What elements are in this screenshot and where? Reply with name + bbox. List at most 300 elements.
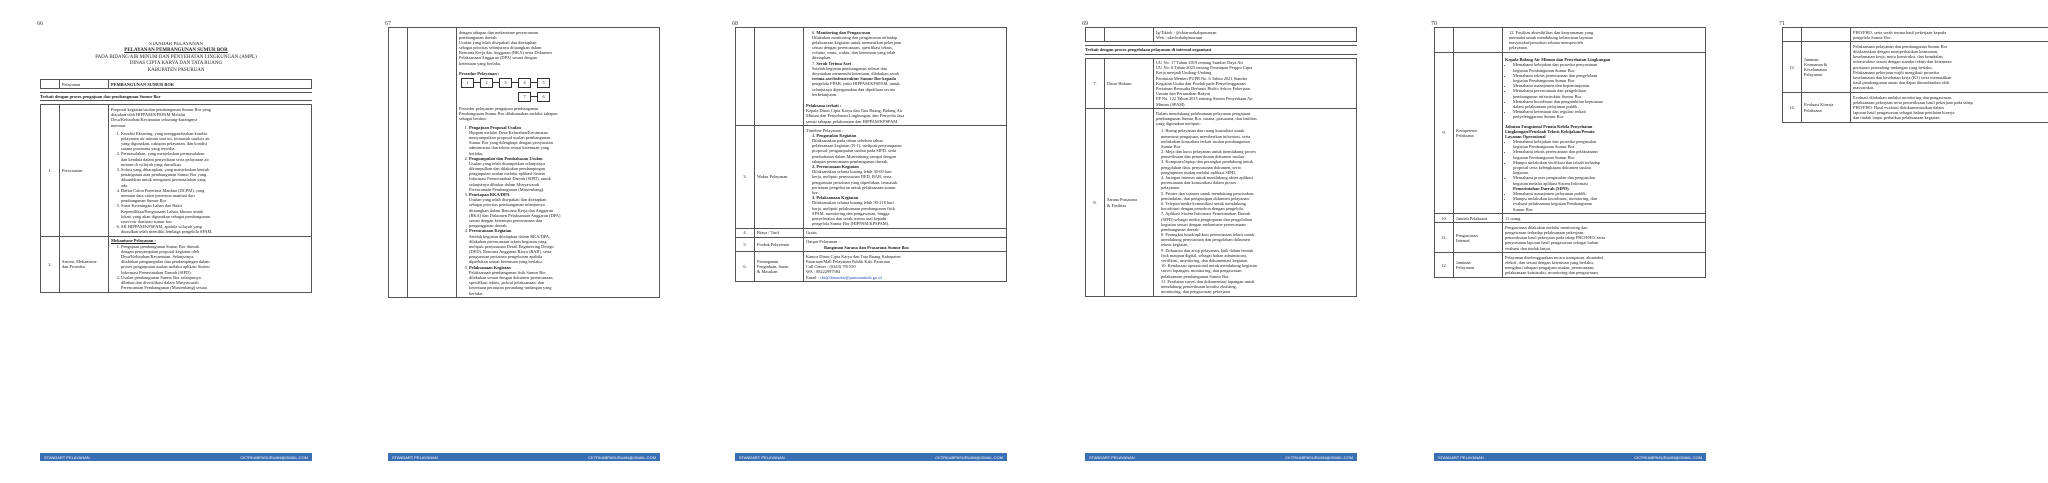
text-line: Jabatan Fungsional Penata Kelola Penyehatan bbox=[1505, 123, 1593, 129]
text-line: sesuai tahapan pelaksanaan dan HIPPAM/KPSPAM. bbox=[806, 118, 899, 124]
text-line: masyarakat/pemohon selama memperoleh bbox=[1509, 39, 1583, 45]
flow-step: 5 bbox=[537, 78, 550, 88]
table-cell bbox=[389, 28, 408, 298]
text-line: verifikasi, monitoring, dan dokumentasi kegiatan. bbox=[1161, 258, 1249, 264]
text-line: 7. bbox=[812, 60, 816, 66]
text-line: • Mampu melakukan verifikasi dan telaah terhadap bbox=[1513, 159, 1600, 165]
text-line: 6. Telepon/media komunikasi untuk mendukung bbox=[1161, 200, 1246, 206]
text-line: kegiatan Pembangunan Sumur Bor. bbox=[1513, 78, 1576, 83]
text-line: penyelesaian dan serah terima aset kepada bbox=[812, 215, 887, 221]
text-line: 1. Pengajuan Proposal Usulan bbox=[469, 124, 521, 130]
text-line: sesuai dengan perencanaan, spesifikasi teknis, bbox=[812, 45, 893, 51]
page-number: 70 bbox=[1431, 21, 1437, 27]
text-line: STANDART PELAYANAN bbox=[44, 454, 90, 460]
text-line: dan Prosedur bbox=[62, 264, 86, 270]
text-line: terima aset/infrastruktur Sumur Bor kepada bbox=[812, 76, 896, 82]
text-line: mendukung pemeriksaan kondisi eksisting, bbox=[1161, 283, 1237, 289]
text-line: Pelayanan bbox=[1804, 72, 1823, 78]
text-line: Jumlah Pelaksana bbox=[1454, 214, 1503, 223]
list-item bbox=[1513, 62, 1703, 72]
text-line: Pembangunan Sumur Bor dilaksanakan melalui tahapan bbox=[459, 111, 558, 117]
text-line: Dilaksanakan pada tahun sebelum tahun bbox=[812, 138, 883, 144]
page-67 bbox=[385, 18, 660, 461]
text-line: 2. Perencanaan Kegiatan bbox=[812, 164, 859, 169]
table-cell bbox=[1802, 28, 1851, 42]
text-line: sebagai prioritas pembangunan selanjutnya bbox=[469, 202, 545, 208]
text-line: masyarakat. bbox=[1853, 85, 1875, 91]
text-line: 6. bbox=[812, 29, 816, 35]
text-line: 8. bbox=[1086, 109, 1105, 297]
table-row bbox=[1435, 214, 1706, 223]
text-line: UU No. 17 Tahun 2019 tentang Sumber Daya Air bbox=[1156, 60, 1244, 66]
text-line: penyelenggaraan Sumur Bor. bbox=[1513, 114, 1565, 120]
table-row bbox=[41, 236, 312, 292]
table-cell bbox=[1503, 214, 1706, 223]
table-row bbox=[736, 228, 1007, 237]
flow-step: 4 bbox=[518, 78, 531, 88]
text-line: 4. bbox=[736, 228, 755, 237]
text-line: 3. bbox=[736, 126, 755, 229]
timeline-cell bbox=[804, 126, 1007, 229]
text-line: mendukung penyusunan dan pengolahan dokumen bbox=[1161, 237, 1251, 243]
text-line: Gratis bbox=[806, 230, 817, 236]
text-line: proposal serta kelengkapan dokumen usulan bbox=[1513, 165, 1591, 170]
text-line: Persyaratan bbox=[60, 105, 109, 237]
text-line: pemindaian, dan pengarsipan dokumen pelayanan. bbox=[1161, 195, 1250, 201]
text-line: Informasi Pemerintahan Daerah (SIPD), untuk bbox=[469, 176, 551, 182]
text-line: teknis kegiatan. bbox=[1161, 242, 1189, 248]
table-row bbox=[1435, 223, 1706, 253]
text-line: diajukan oleh HIPPAM/KPSPAM Melalui bbox=[111, 112, 186, 118]
text-line: CKTRKABPASURUAN@GMAIL.COM bbox=[935, 454, 1003, 460]
text-line: Kepemilikan/Penguasaan Lahan, khusus untuk bbox=[121, 208, 204, 214]
text-line: pembangunan daerah. bbox=[1161, 226, 1200, 232]
text-line: dituangkan dalam Rencana Kerja dan Anggaran bbox=[469, 207, 553, 213]
text-line: dilakukan pengumpulan dan pendampingan dalam bbox=[121, 259, 210, 265]
text-line: 3. Solusi yang diharapkan, yang menjelaskan bentuk bbox=[121, 167, 210, 172]
text-line: CKTRKABPASURUAN@GMAIL.COM bbox=[588, 454, 656, 460]
table-cell bbox=[1503, 253, 1706, 278]
text-line: perencanaan dan komunikasi dalam proses bbox=[1161, 180, 1237, 186]
text-line: dibahas dan diverifikasi dalam Musyawarah bbox=[121, 279, 199, 285]
table-row bbox=[1435, 28, 1706, 53]
text-line: laporan hasil pengawasan sebagai bahan penilaian kinerja bbox=[1853, 110, 1955, 116]
list-item bbox=[121, 275, 309, 291]
text-line: menyampaikan proposal usulan pembangunan bbox=[469, 134, 551, 140]
table-cell bbox=[1503, 28, 1706, 53]
table-cell bbox=[755, 28, 804, 126]
text-line: 7. Aplikasi Sistem Informasi Pemerintahan Daerah bbox=[1161, 211, 1251, 217]
text-line: Ig/Tiktok : @cktarurakabpasuruan bbox=[1156, 29, 1217, 35]
text-line: Monitoring dan Pengawasan bbox=[816, 29, 871, 35]
text-line: Pengawasan dilakukan melalui monitoring dan bbox=[1505, 224, 1588, 230]
text-line: dilakukan perencanaan teknis kegiatan yang bbox=[469, 238, 547, 244]
table-cell bbox=[1454, 253, 1503, 278]
flow-step: 3 bbox=[499, 78, 512, 88]
text-line: evaluasi dan tindak lanjut. bbox=[1505, 245, 1552, 251]
service-standard-table bbox=[735, 27, 1007, 282]
text-line: (RKA) dan Dokumen Pelaksanaan Anggaran (DPA) bbox=[469, 212, 561, 218]
page-footer bbox=[1085, 453, 1357, 461]
text-line: Pelayanan bbox=[1456, 265, 1475, 271]
text-line: SPAM, monitoring dan pengawasan, hingga bbox=[812, 210, 890, 216]
text-line: yang digunakan meliputi: bbox=[1156, 121, 1201, 127]
email-link[interactable]: ckt@dinascktr@pasuruankab.go.id bbox=[819, 274, 882, 280]
flow-step: 1 bbox=[461, 78, 474, 88]
page-66 bbox=[37, 18, 312, 461]
text-line: pengawasan terhadap pelaksanaan pekerjaan, bbox=[1505, 230, 1585, 236]
text-line: sarana prasarana yang tersedia. bbox=[121, 146, 176, 152]
text-line: Kepala Dinas Cipta Karya dan Tata Ruang, Bidang Air bbox=[806, 108, 903, 114]
text-line: tahapan perencanaan pembangunan daerah. bbox=[812, 158, 889, 164]
text-line: Usulan yang telah disepakati dan ditetapkan bbox=[469, 197, 547, 203]
text-line: ditetapkan. bbox=[812, 55, 832, 61]
text-line: Pelaksana bbox=[1804, 107, 1822, 113]
text-line: infrastruktur sesuai dengan standar teknis dan ketentuan bbox=[1853, 59, 1952, 65]
text-line: lokasi yang akan digunakan sebagai pembangunan bbox=[121, 213, 210, 219]
text-line: STANDART PELAYANAN bbox=[392, 454, 438, 460]
list-item bbox=[121, 244, 309, 275]
text-line: 2. Permasalahan, yang menjelaskan permasalahan bbox=[121, 151, 205, 157]
page-footer bbox=[388, 453, 660, 461]
table-cell bbox=[1086, 28, 1105, 42]
text-line: survei lapangan, monitoring, dan pengawasan bbox=[1161, 268, 1242, 274]
list-item bbox=[121, 167, 309, 188]
page-footer bbox=[735, 453, 1007, 461]
text-line: melakukan konsultasi terkait usulan pembangunan bbox=[1161, 138, 1250, 144]
table-row bbox=[1435, 52, 1706, 213]
text-line: kerja, meliputi pelaksanaan pembangunan fisik bbox=[812, 205, 895, 211]
mechanism-list bbox=[111, 244, 309, 291]
text-line: PP No. 122 Tahun 2015 tentang Sistem Penyediaan Air bbox=[1156, 96, 1253, 102]
text-line: 9. Dokumen dan arsip pelayanan, baik dalam bentuk bbox=[1161, 247, 1254, 253]
text-line: Perencanaan Pembangunan (Musrenbang). bbox=[469, 186, 545, 192]
text-line: Kantor Dinas Cipta Karya dan Tata Ruang Kabupaten bbox=[806, 253, 901, 259]
text-line: peraturan perundang-undangan yang berlaku. bbox=[1853, 64, 1933, 70]
flow-step: 7 bbox=[518, 92, 531, 102]
text-line: minum di wilayah yang diusulkan. bbox=[121, 161, 182, 167]
text-line: UU No. 6 Tahun 2023 tentang Penetapan Perppu Cipta bbox=[1156, 65, 1253, 71]
table-cell bbox=[804, 228, 1007, 237]
text-line: • Memahami manajemen dan kepemimpinan. bbox=[1513, 83, 1591, 89]
list-item bbox=[1513, 109, 1703, 119]
page-68 bbox=[732, 18, 1007, 461]
list-item bbox=[1513, 196, 1703, 212]
service-standard-table bbox=[40, 79, 312, 89]
text-line: Minum (SPAM) bbox=[1156, 101, 1185, 107]
text-line: • Memahami manajemen pelayanan publik. bbox=[1513, 190, 1587, 196]
list-item bbox=[1513, 99, 1703, 109]
text-line: 7. bbox=[1086, 58, 1105, 109]
text-line: Pemerintahan Daerah (SIPD). bbox=[1513, 185, 1570, 191]
text-line: berlaku. bbox=[469, 150, 484, 156]
text-line: dinyatakan memenuhi ketentuan, dilakukan serah bbox=[812, 71, 899, 76]
text-line: administrasi dan teknis sesuai ketentuan yang bbox=[469, 145, 550, 151]
text-line: sesuai dengan ketentuan perencanaan dan bbox=[469, 217, 543, 223]
text-line: (DED), Rencana Anggaran Biaya (RAB), serta bbox=[469, 249, 552, 255]
text-line: • Memahami ketentuan dan regulasi terkait bbox=[1513, 109, 1586, 115]
text-line: Dilaksanakan selama kurang lebih 90-210 hari bbox=[812, 200, 894, 206]
text-line: Evaluasi dilakukan melalui monitoring dan pengawasan bbox=[1853, 94, 1952, 100]
requirements-cell bbox=[109, 105, 312, 237]
text-line: yang digunakan, cakupan pelayanan, dan kondisi bbox=[121, 141, 208, 147]
flow-arrow bbox=[511, 82, 518, 83]
text-line: Biaya / Tarif bbox=[755, 228, 804, 237]
text-line: Lingkungan/Penelaah Teknis Kebijakan/Penata bbox=[1505, 128, 1595, 134]
text-line: PADA BIDANG AIR MINUM DAN PENYEHATAN LINGKUNGAN (AMPL) bbox=[95, 54, 257, 60]
text-line: diusulkan telah memiliki lembaga pengelola SPAM. bbox=[121, 229, 213, 235]
text-line: dikumpulkan dan dilakukan pendampingan bbox=[469, 166, 545, 172]
service-standard-table bbox=[1085, 58, 1357, 297]
text-line: • Memahami kebijakan dan prosedur pengusulan bbox=[1513, 139, 1597, 145]
text-line: 14. bbox=[1783, 93, 1802, 123]
text-line: 6. SK HIPPAM/KPSPAM, apabila wilayah yang bbox=[121, 224, 202, 230]
flow-step: 2 bbox=[480, 78, 493, 88]
list-item bbox=[121, 203, 309, 224]
text-line: CKTRKABPASURUAN@GMAIL.COM bbox=[1285, 454, 1353, 460]
text-line: dengan tahapan dan mekanisme perencanaan bbox=[459, 29, 538, 35]
text-line: 9. bbox=[1435, 52, 1454, 213]
table-cell bbox=[1105, 109, 1154, 297]
table-cell bbox=[804, 28, 1007, 126]
text-line: Keselamatan bbox=[1804, 67, 1827, 73]
text-line: Informasi Pemerintahan Daerah (SIPD). bbox=[121, 269, 192, 275]
text-line: Setelah kegiatan ditetapkan dalam RKA/DPA, bbox=[469, 233, 551, 239]
text-line: proses penginputan usulan melalui aplikasi Sistem bbox=[121, 264, 210, 270]
text-line: Internal bbox=[1456, 237, 1470, 243]
text-line: Kompetensi bbox=[1456, 127, 1478, 133]
text-line: selanjutnya dibahas dalam Musyawarah bbox=[469, 181, 540, 187]
text-line: pemeriksaan dan pemeriksaan dokumen usulan. bbox=[1161, 154, 1246, 160]
text-line: Penanganan bbox=[757, 258, 779, 264]
text-line: pelaksanaan konstruksi, monitoring dan pengawasan, bbox=[1505, 270, 1599, 276]
text-line: menerima pengajuan, memberikan informasi, serta bbox=[1161, 133, 1251, 139]
table-cell bbox=[804, 237, 1007, 251]
list-item bbox=[121, 151, 309, 167]
text-line: pembangunan Sumur Bor. bbox=[121, 198, 167, 204]
table-cell bbox=[60, 236, 109, 292]
text-line: Desa/Kelurahan/Kecamatan. Selanjutnya, bbox=[121, 254, 195, 259]
text-line: monitoring, dan pengawasan pekerjaan. bbox=[1161, 289, 1231, 295]
text-line: penganggaran daerah. bbox=[469, 223, 508, 229]
service-standard-table bbox=[1085, 27, 1357, 42]
list-item bbox=[121, 131, 309, 152]
text-line: Hippam melalui Desa/Kelurahan/Kecamatan bbox=[469, 129, 548, 135]
text-line: Kegiatan Usaha dan Produk pada Penyelenggaraan bbox=[1156, 80, 1246, 86]
text-line: Layanan Operasional bbox=[1505, 133, 1546, 139]
text-line: Sumur Bor. bbox=[1513, 206, 1534, 212]
text-line: dilakukan sesuai dengan dokumen perencanaan, bbox=[469, 275, 554, 280]
text-line: Dalam mendukung pelaksanaan pelayanan pengajuan bbox=[1156, 110, 1251, 116]
text-line: WA : 08222997584 bbox=[806, 269, 841, 275]
text-line: 12. bbox=[1435, 253, 1454, 278]
text-line: memadai untuk mendukung kelancaran layanan bbox=[1509, 34, 1593, 40]
section-heading: Terkait dengan proses pengajuan dan pembangunan Sumur Bor bbox=[40, 92, 312, 101]
text-line: 5. Surat Keterangan Lahan dan Bukti bbox=[121, 203, 182, 209]
service-standard-table bbox=[1434, 27, 1706, 278]
text-line: 3. Komputer/laptop dan perangkat pendukung untuk bbox=[1161, 159, 1253, 165]
text-line: Pelaksanaan Anggaran (DPA) sesuai dengan bbox=[459, 55, 537, 61]
text-line: 6. bbox=[736, 252, 755, 282]
text-line: pembangunan Sumur Bor, sarana, prasarana, dan fasilitas bbox=[1156, 115, 1257, 121]
text-line: 11. bbox=[1435, 223, 1454, 253]
text-line: Minum dan Penyehatan Lingkungan, dan Penyedia Jasa bbox=[806, 113, 905, 119]
text-line: Dilakukan monitoring dan pengawasan terhadap bbox=[812, 34, 898, 40]
text-line: pembangunan daerah. bbox=[459, 34, 498, 40]
text-line: 4. Daftar Calon Penerima Manfaat (DCPM), yang bbox=[121, 187, 205, 193]
text-line: selanjutnya dipergunakan dan dipelihara secara bbox=[812, 86, 896, 92]
list-item bbox=[469, 228, 657, 264]
text-line: 11. Peralatan survei dan dokumentasi lapangan untuk bbox=[1161, 278, 1255, 284]
text-line: dilaksanakan dengan memperhatikan keamanan, bbox=[1853, 49, 1939, 55]
list-item bbox=[1513, 139, 1703, 149]
text-line: dengan penyampaian proposal kegiatan oleh bbox=[121, 248, 200, 254]
text-line: pengurusan perizinan yang diperlukan, termasuk bbox=[812, 179, 898, 185]
text-line: PEMBANGUNAN SUMUR BOR bbox=[109, 80, 312, 89]
text-line: 1. bbox=[41, 105, 60, 237]
procedure-steps bbox=[459, 125, 657, 296]
table-row bbox=[736, 28, 1007, 126]
text-line: berkelanjutan. bbox=[812, 91, 837, 97]
table-cell bbox=[1154, 28, 1357, 42]
text-line: kegiatan Pembangunan Sumur Bor. bbox=[1513, 144, 1576, 150]
text-line: koordinasi dengan pemohon dengan pengelola. bbox=[1161, 206, 1244, 212]
text-line: STANDART PELAYANAN bbox=[1438, 454, 1484, 460]
text-line: memuat: bbox=[111, 122, 127, 128]
list-item bbox=[469, 265, 657, 296]
text-line: dalam pelaksanaan pelayanan publik. bbox=[1513, 103, 1579, 109]
table-row bbox=[1435, 253, 1706, 278]
text-line: Call Center : (0343) 781550 bbox=[806, 264, 856, 270]
table-cell bbox=[1851, 42, 2048, 93]
text-line: Timeline Pelayanan : bbox=[806, 127, 844, 133]
text-line: berlaku. bbox=[469, 290, 484, 296]
text-line: Sumur Bor. bbox=[1161, 143, 1182, 149]
text-line: 2. Meja dan kursi pelayanan untuk mendukung proses bbox=[1161, 149, 1256, 155]
text-line: 5. Pelaksanaan Kegiatan bbox=[469, 264, 511, 270]
text-line: STANDART PELAYANAN bbox=[739, 454, 785, 460]
text-line: Waktu Pelayanan bbox=[755, 126, 804, 229]
text-line: penginputan usulan melalui aplikasi Sistem bbox=[469, 171, 546, 177]
text-line: pengurusan perizinan pengeboran apabila bbox=[469, 254, 543, 260]
page-70 bbox=[1431, 18, 1706, 461]
text-line: 2. Usulan pembangunan Sumur Bor selanjutnya bbox=[121, 274, 201, 280]
text-line: & Masukan bbox=[757, 269, 778, 275]
text-line: 8. Perangkat lunak/aplikasi perencanaan teknis untuk bbox=[1161, 232, 1255, 238]
complaint-contact-cell bbox=[804, 252, 1007, 282]
text-line: pemeriksaan hasil pekerjaan pada tahap PHO/FHO, serta bbox=[1505, 235, 1606, 241]
text-line: penyusunan laporan hasil pengawasan sebagai bahan bbox=[1505, 240, 1599, 246]
text-line: Desa/Kelurahan/Kecamatan sekurang-kurangnya bbox=[111, 117, 198, 123]
legal-basis-cell bbox=[1154, 58, 1357, 109]
text-line: sebagai berikut: bbox=[459, 116, 487, 122]
table-cell bbox=[755, 252, 804, 282]
text-line: • Memahami perencanaan dan pengelolaan bbox=[1513, 88, 1586, 94]
text-line: Pelaksana terkait : bbox=[806, 102, 842, 108]
text-line: Pelaksanaan pekerjaan wajib mengikuti prosedur bbox=[1853, 69, 1940, 75]
table-cell bbox=[1105, 28, 1154, 42]
table-cell bbox=[1802, 93, 1851, 123]
text-line: hasil pembangunan aman dan dapat dimanfaatkan oleh bbox=[1853, 80, 1950, 86]
table-row bbox=[736, 126, 1007, 229]
text-line: • Mampu melakukan koordinasi, monitoring, dan bbox=[1513, 196, 1597, 202]
text-line: • Memahami teknis perencanaan dan pelaksanaan bbox=[1513, 149, 1598, 155]
text-line: Mekanisme Pelayanan : bbox=[111, 238, 156, 244]
text-line: proposal, pengumpulan usulan pada SIPD, serta bbox=[812, 148, 897, 154]
text-line: KABUPATEN PASURUAN bbox=[147, 67, 205, 73]
text-line: • Memahami teknis perencanaan dan pengelolaan bbox=[1513, 72, 1598, 78]
text-line: Email : bbox=[806, 274, 820, 280]
text-line: & Fasilitas bbox=[1107, 202, 1127, 208]
page-number: 66 bbox=[37, 21, 43, 27]
list-item bbox=[121, 188, 309, 204]
text-line: Pasuruan/Mall Pelayanan Publik Kab. Pasuruan bbox=[806, 259, 891, 265]
text-line: 2. bbox=[41, 236, 60, 292]
list-item bbox=[1513, 88, 1703, 98]
text-line: Output Pelayanan : bbox=[806, 239, 840, 245]
text-line: Sumur Bor yang dilengkapi dengan persyaratan bbox=[469, 140, 553, 146]
facilities-cell bbox=[1154, 109, 1357, 297]
text-line: STANDAR PELAYANAN bbox=[148, 42, 203, 47]
flow-arrow bbox=[492, 82, 499, 83]
text-line: Prosedur pelayanan pengajuan pembangunan bbox=[459, 106, 539, 111]
flow-arrow bbox=[473, 82, 480, 83]
section-heading: Terkait dengan proses pengelolaan pelayanan di internal organisasi bbox=[1085, 45, 1357, 54]
text-line: Usulan yang telah disepakati dan ditetapkan bbox=[459, 39, 537, 45]
competence-cell bbox=[1503, 52, 1706, 213]
text-line: Peraturan Menteri PUPR No. 6 Tahun 2021 Standar bbox=[1156, 75, 1248, 81]
text-line: kegiatan Pembangunan Sumur Bor. bbox=[1513, 154, 1576, 160]
text-line: keselamatan dan kesehatan kerja (K3) serta memastikan bbox=[1853, 75, 1952, 80]
list-item bbox=[121, 224, 309, 234]
text-line: ketentuan yang berlaku. bbox=[459, 60, 502, 66]
text-line: 1. Pengajuan pembangunan Sumur Bor diawali bbox=[121, 243, 200, 249]
text-line: meliputi penyusunan Detail Engineering Design bbox=[469, 243, 554, 249]
table-cell bbox=[408, 28, 457, 298]
table-row bbox=[389, 28, 660, 298]
table-cell bbox=[1851, 93, 2048, 123]
procedure-flowchart bbox=[459, 76, 657, 106]
text-line: keselamatan kerja, mutu konstruksi, dan keandalan bbox=[1853, 54, 1943, 60]
text-line: • Memahami kebijakan dan prosedur penyusunan bbox=[1513, 62, 1598, 68]
text-line: ketentuan peraturan perundang-undangan yang bbox=[469, 285, 552, 291]
text-line: Pengaduan, Saran bbox=[757, 264, 789, 270]
page-71 bbox=[1779, 18, 2048, 461]
text-line: 1. Kondisi Eksisting, yang menggambarkan kondisi bbox=[121, 130, 208, 136]
list-item bbox=[469, 125, 657, 156]
table-cell bbox=[1435, 28, 1454, 53]
text-line: Evaluasi Kinerja bbox=[1804, 102, 1834, 108]
text-line: pengelola PPAB, yaitu HIPPAM/KPSPAM, untuk bbox=[812, 81, 900, 87]
text-line: • Memahami proses pengusulan dan pengusulan bbox=[1513, 175, 1595, 181]
table-cell bbox=[1503, 223, 1706, 253]
text-line: ada. bbox=[121, 182, 129, 188]
table-cell bbox=[736, 28, 755, 126]
text-line: • Memahami koordinasi dan pengambilan keputusan bbox=[1513, 98, 1603, 104]
page-title bbox=[40, 42, 312, 74]
table-row bbox=[736, 252, 1007, 282]
text-line: fisik maupun digital, sebagai bahan administrasi, bbox=[1161, 252, 1247, 258]
text-line: Pelayanan diselenggarakan secara transparan, akuntabel, bbox=[1505, 254, 1605, 260]
table-cell bbox=[1802, 42, 1851, 93]
table-cell bbox=[1454, 28, 1503, 53]
mechanism-cell bbox=[109, 236, 312, 292]
text-line: 4. Jaringan internet untuk mendukung akses aplikasi bbox=[1161, 175, 1254, 181]
text-line: pembahasan dalam Musrenbang sampai dengan bbox=[812, 153, 896, 159]
text-line: Dilaksanakan selama kurang lebih 30-60 hari bbox=[812, 169, 892, 175]
text-line: Keamanan & bbox=[1804, 62, 1828, 68]
page-footer bbox=[1434, 453, 1706, 461]
